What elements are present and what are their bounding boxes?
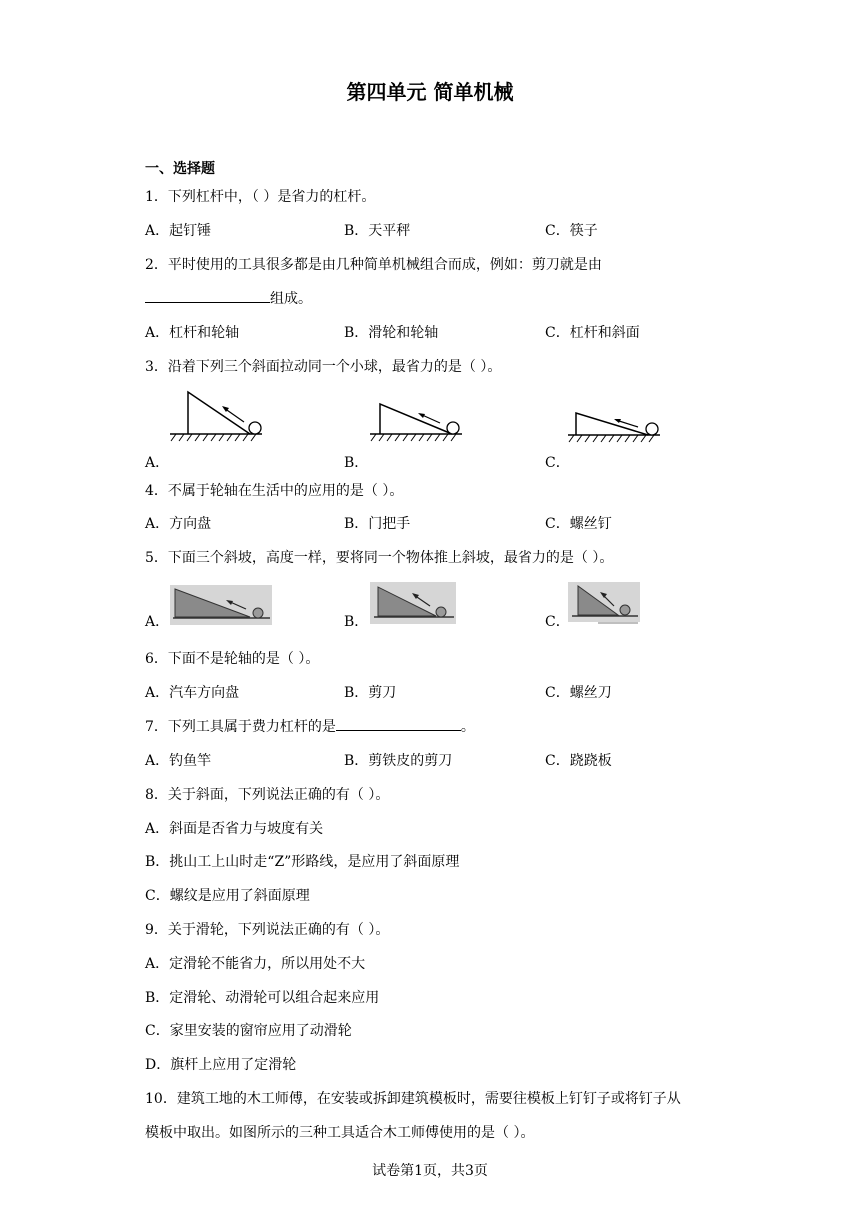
incline-figure-b: [368, 398, 468, 444]
question-1-stem: 1．下列杠杆中，（ ）是省力的杠杆。: [145, 189, 376, 205]
question-8-option-c[interactable]: C．螺纹是应用了斜面原理: [145, 888, 310, 904]
question-8-option-a[interactable]: A．斜面是否省力与坡度有关: [145, 821, 324, 837]
question-6-stem: 6．下面不是轮轴的是（ ）。: [145, 651, 320, 667]
question-5-stem: 5．下面三个斜坡，高度一样，要将同一个物体推上斜坡，最省力的是（ ）。: [145, 550, 614, 566]
section-heading: 一、选择题: [145, 161, 215, 177]
question-5-option-c[interactable]: C．: [545, 614, 570, 630]
question-6-option-c[interactable]: C．螺丝刀: [545, 685, 612, 701]
question-7-stem-end: 。: [460, 719, 475, 735]
question-8-stem: 8．关于斜面，下列说法正确的有（ ）。: [145, 787, 390, 803]
question-4-option-a[interactable]: A．方向盘: [145, 516, 212, 532]
page-title: 第四单元 简单机械: [346, 80, 514, 104]
slope-photo-c: [568, 582, 640, 624]
question-3-stem: 3．沿着下列三个斜面拉动同一个小球，最省力的是（ ）。: [145, 359, 502, 375]
question-2-option-a[interactable]: A．杠杆和轮轴: [145, 325, 240, 341]
question-5-option-a[interactable]: A．: [145, 614, 170, 630]
question-4-option-c[interactable]: C．螺丝钉: [545, 516, 612, 532]
question-7-option-b[interactable]: B．剪铁皮的剪刀: [344, 753, 453, 769]
question-2-blank-line: [145, 288, 312, 308]
slope-photo-b: [370, 582, 456, 624]
question-2-option-b[interactable]: B．滑轮和轮轴: [344, 325, 439, 341]
question-5-option-b[interactable]: B．: [344, 614, 369, 630]
question-9-option-a[interactable]: A．定滑轮不能省力，所以用处不大: [145, 956, 366, 972]
question-9-stem: 9．关于滑轮，下列说法正确的有（ ）。: [145, 922, 390, 938]
question-6-option-a[interactable]: A．汽车方向盘: [145, 685, 240, 701]
question-9-option-b[interactable]: B．定滑轮、动滑轮可以组合起来应用: [145, 990, 380, 1006]
question-6-option-b[interactable]: B．剪刀: [344, 685, 397, 701]
question-2-stem-end: 组成。: [270, 291, 312, 307]
answer-blank[interactable]: [145, 290, 270, 303]
question-4-stem: 4．不属于轮轴在生活中的应用的是（ ）。: [145, 483, 404, 499]
question-7-option-c[interactable]: C．跷跷板: [545, 753, 612, 769]
incline-figure-c: [566, 408, 666, 444]
slope-photo-a: [170, 585, 272, 625]
question-3-option-a[interactable]: A．: [145, 455, 170, 471]
question-3-option-c[interactable]: C．: [545, 455, 570, 471]
incline-figure-a: [168, 388, 268, 444]
question-7-option-a[interactable]: A．钓鱼竿: [145, 753, 212, 769]
page-footer: 试卷第1页，共3页: [372, 1163, 488, 1179]
question-1-option-a[interactable]: A．起钉锤: [145, 223, 212, 239]
question-1-option-c[interactable]: C．筷子: [545, 223, 598, 239]
answer-blank[interactable]: [336, 718, 461, 731]
question-3-option-b[interactable]: B．: [344, 455, 369, 471]
question-10-stem-cont: 模板中取出。如图所示的三种工具适合木工师傅使用的是（ ）。: [145, 1125, 535, 1141]
question-4-option-b[interactable]: B．门把手: [344, 516, 411, 532]
question-1-option-b[interactable]: B．天平秤: [344, 223, 411, 239]
question-8-option-b[interactable]: B．挑山工上山时走“Z”形路线，是应用了斜面原理: [145, 854, 460, 870]
question-7-stem-line: [145, 716, 475, 736]
question-2-stem: 2．平时使用的工具很多都是由几种简单机械组合而成，例如：剪刀就是由: [145, 257, 602, 273]
question-10-stem: 10．建筑工地的木工师傅，在安装或拆卸建筑模板时，需要往模板上钉钉子或将钉子从: [145, 1091, 681, 1107]
question-2-option-c[interactable]: C．杠杆和斜面: [545, 325, 640, 341]
question-9-option-d[interactable]: D．旗杆上应用了定滑轮: [145, 1057, 297, 1073]
question-9-option-c[interactable]: C．家里安装的窗帘应用了动滑轮: [145, 1023, 352, 1039]
question-7-stem: 7．下列工具属于费力杠杆的是: [145, 719, 336, 735]
